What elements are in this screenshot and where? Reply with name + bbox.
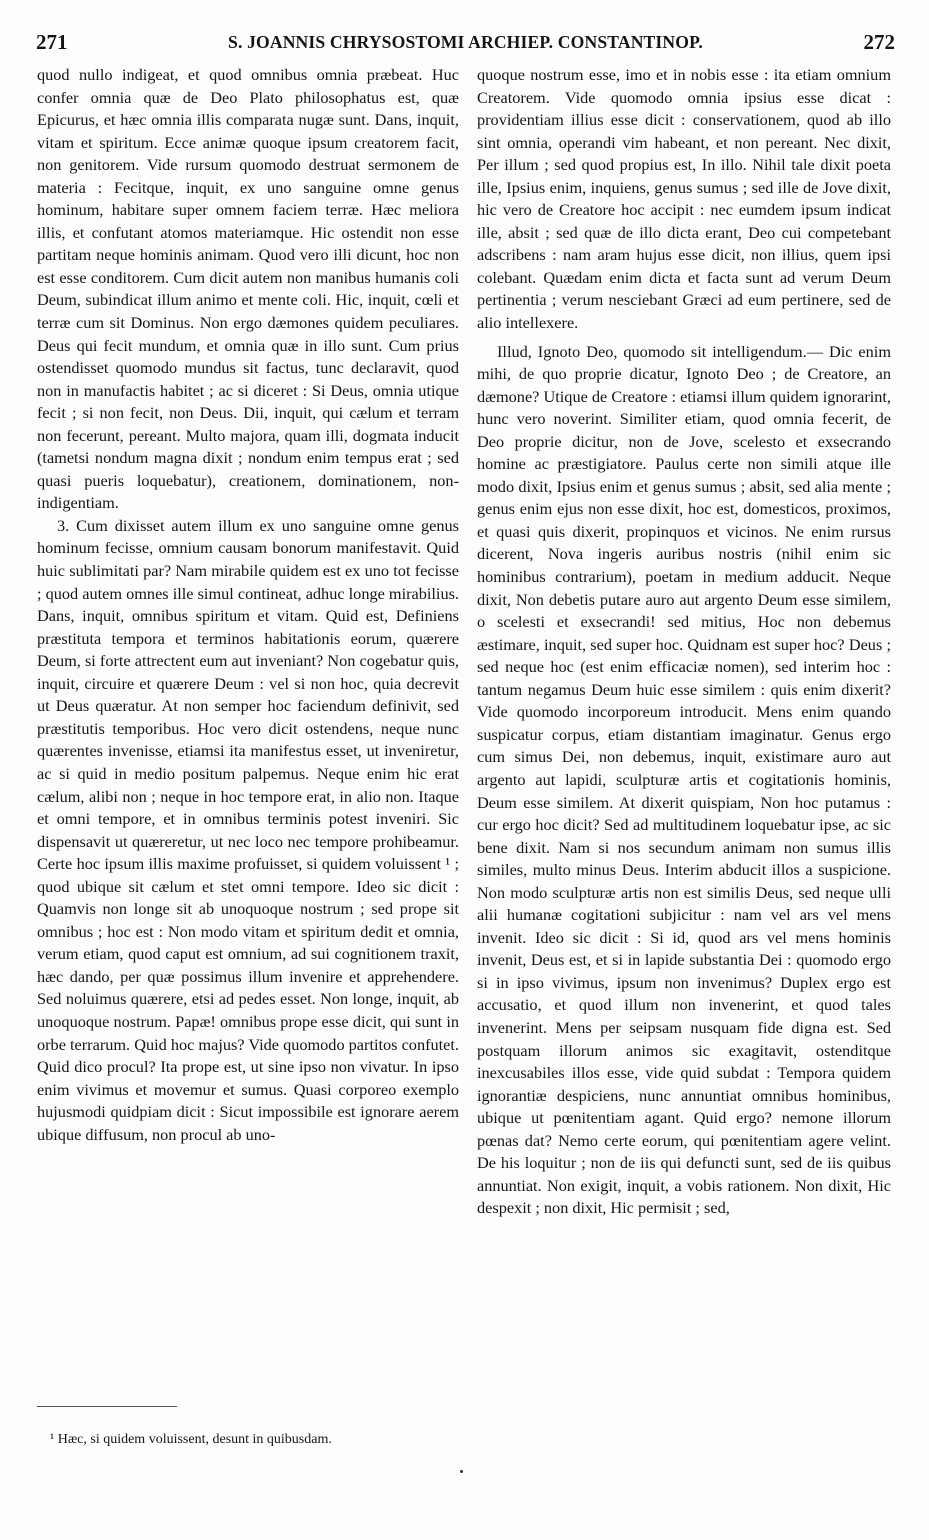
running-header: [36, 30, 895, 60]
text-column-left: [37, 64, 459, 1146]
paragraph: quoque nostrum esse, imo et in nobis esse : ita etiam omnium Creatorem. Vide quomodo omnia ipsius esse dicat : providentiam illius esse dicit : conservationem, quod ab illo sint omnia, operandi vim habeant, et non pereant. Nec dixit, Per illum ; sed quod propius est, In illo. Nihil tale dixit poeta ille, Ipsius enim, inquiens, genus sumus ; sed ille de Jove dixit, hic vero de Creatore hoc accipit : nec eumdem ipsum indicat ille, absit ; sed quæ de illo dicta erant, Deo cui competebant adscribens : nam aram hujus esse dicit, non illius, quem ipsi colebant. Quædam enim dicta et facta sunt ad verum Deum pertinentia ; verum nesciebant Græci ad eum pertinere, sed de alio intellexere.: [477, 65, 891, 333]
footnote-rule: [37, 1406, 177, 1407]
footnote-mark: ¹: [50, 1432, 55, 1447]
footnote-text: Hæc, si quidem voluissent, desunt in quibusdam.: [57, 1432, 332, 1447]
print-speck: [460, 1470, 463, 1473]
page-number-left: 271: [36, 30, 68, 54]
paragraph: 3. Cum dixisset autem illum ex uno sanguine omne genus hominum fecisse, omnium causam bonorum manifestavit. Quid huic sublimitati par? Nam mirabile quidem est ex uno tot fecisse ; quod autem omnes ille simul contineat, adhuc longe mirabilius. Dans, inquit, omnibus spiritum et vitam. Quid est, Definiens præstituta tempora et terminos habitationis eorum, quærere Deum, si forte attrectent eum aut inveniant? Non cogebatur quis, inquit, circuire et quærere Deum : vel si non hoc, quia decrevit ut Deus quæratur. At non semper hoc faciendum definivit, sed præstitutis temporibus. Hoc vero dicit ostendens, neque nunc quærentes invenisse, etiamsi ita manifestus esset, ut inveniretur, ac si quid in medio positum palpemus. Neque enim hic erat cælum, alibi non ; neque in hoc tempore erat, in alio non. Itaque et omni tempore, et in omnibus terminis potest inveniri. Sic dispensavit ut quæreretur, ut nec loco nec tempore prohibeamur. Certe hoc ipsum illis maxime profuisset, si quidem voluissent ¹ ; quod ubique sit cælum et stet omni tempore. Ideo sic dicit : Quamvis non longe sit ab unoquoque nostrum ; sed prope sit omnibus ; hoc est : Non modo vitam et spiritum dedit et omnia, verum etiam, quod caput est omnium, ad sui cognitionem traxit, hæc dando, per quæ possimus illum invenire et apprehendere. Sed noluimus quærere, etsi ad pedes esset. Non longe, inquit, ab unoquoque nostrum. Papæ! omnibus prope esse dicit, qui sunt in orbe terrarum. Quid hoc majus? Vide quomodo partitos confutet. Quid dico procul? Ita prope est, ut sine ipso non vivatur. In ipso enim vivimus et movemur et sumus. Quasi corporeo exemplo hujusmodi quidpiam dicit : Sicut impossibile est ignorare aerem ubique diffusum, non procul ab uno-: [37, 515, 459, 1144]
text-column-right: [477, 64, 891, 1220]
paragraph: Illud, Ignoto Deo, quomodo sit intelligendum.— Dic enim mihi, de quo proprie dicatur, Ignoto Deo ; de Creatore, an dæmone? Utique de Creatore : etiamsi illum quidem ignorarint, hunc vero noverint. Similiter etiam, quod omnia fecerit, de Deo proprie dicitur, non de Jove, scelesto et exsecrando homine ac præstigiatore. Paulus certe non simili atque ille modo dixit, Ipsius enim et genus sumus ; absit, sed alia mente ; genus enim ejus non esse dixit, hoc est, domesticos, proximos, et quasi quis dixerit, propinquos et vicinos. Ne enim rursus dicerent, Nova ingeris auribus nostris (nihil enim sic hominibus contrarium), poetam in medium adducit. Neque dixit, Non debetis putare auro aut argento Deum esse similem, o scelesti et exsecrandi! sed mitius, Hoc non debemus æstimare, inquit, sed super hoc. Quidnam est super hoc? Deus ; sed neque hoc (est enim efficaciæ nomen), sed interim hoc : tantum negamus Deum huic esse similem : quis enim dixerit? Vide quomodo incorporeum introducit. Mens enim quando suspicatur corpus, etiam distantiam imaginatur. Genus ergo cum simus Dei, non debemus, inquit, existimare auro aut argento aut lapidi, sculpturæ artis et cogitationis hominis, Deum esse similem. At dixerit quispiam, Non hoc putamus : cur ergo hoc dicit? Sed ad multitudinem loquebatur ipse, ac sic bene dixit. Nam si nos secundum animam non sumus illis similes, multo minus Deus. Interim abducit illos a suspicione. Non modo sculpturæ artis non est similis Deus, sed neque ulli alii humanæ cogitationi subjicitur : nam vel ars vel mens invenit. Ideo sic dicit : Si id, quod ars vel mens hominis invenit, Deus est, et si in lapide substantia Dei : quomodo ergo si in ipso vivimus, ipsum non invenimus? Duplex ergo est accusatio, et quod illum non invenerint, et quod tales invenerint. Mens per seipsam nusquam fide digna est. Sed postquam illorum animos sic exagitavit, ostenditque inexcusabiles illos esse, vide quid subdat : Tempora quidem ignorantiæ despiciens, nunc annuntiat omnibus hominibus, ubique ut pœnitentiam agant. Quid ergo? nemone illorum pœnas dat? Nemo certe eorum, qui pœnitentiam agere velint. De his loquitur ; non de iis qui defuncti sunt, sed de iis quibus annuntiat. Non exigit, inquit, a vobis rationem. Non dixit, Hic despexit ; non dixit, Hic permisit ; sed,: [477, 341, 891, 1218]
paragraph: quod nullo indigeat, et quod omnibus omnia præbeat. Huc confer omnia quæ de Deo Plato philosophatus est, quæ Epicurus, et hæc omnia illis comparata nugæ sunt. Dans, inquit, vitam et spiritum. Ecce animæ quoque ipsum creatorem facit, non genitorem. Vide rursum quomodo destruat sermonem de materia : Fecitque, inquit, ex uno sanguine omne genus hominum, habitare super omnem faciem terræ. Hæc meliora illis, et confutant atomos materiamque. Hic ostendit non esse partitam neque hominis animam. Quod vero illi dicunt, hoc non est esse conditorem. Cum dicit autem non manibus humanis coli Deum, subindicat illum animo et mente coli. Hic, inquit, cœli et terræ cum sit Dominus. Non ergo dæmones quidem peculiares. Deus qui fecit mundum, et omnia quæ in illo sunt. Cum prius ostendisset quomodo mundus sit factus, tunc declaravit, quod non in manufactis habitet ; ac si diceret : Si Deus, omnia utique fecit ; si non fecit, non Deus. Dii, inquit, qui cælum et terram non fecerunt, pereant. Multo majora, quam illi, dogmata inducit (tametsi nondum magna dixit ; nondum enim tempus erat ; sed quasi pueris loquebatur), creationem, dominationem, non-indigentiam.: [37, 65, 459, 513]
running-title: S. JOANNIS CHRYSOSTOMI ARCHIEP. CONSTANTINOP.: [228, 32, 703, 52]
footnote: [50, 1432, 332, 1448]
page-number-right: 272: [863, 30, 895, 54]
